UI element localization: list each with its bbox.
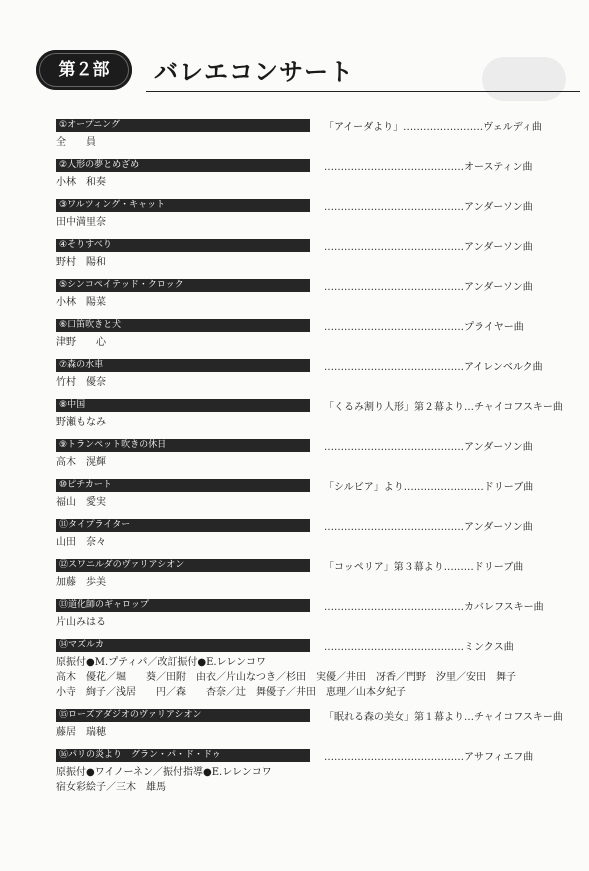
item-description: 「シルビア」より……………………ドリーブ曲: [324, 481, 534, 493]
title-underline: [146, 91, 580, 92]
program-item-header: [56, 278, 572, 292]
program-item-header: [56, 318, 572, 332]
program-item: [56, 198, 572, 238]
program-item-header: [56, 638, 572, 652]
performer-line: 野瀬もなみ: [56, 417, 106, 428]
item-title-bar: ⑫スワニルダのヴァリアシオン: [56, 559, 310, 572]
item-title-bar: ⑥口笛吹きと犬: [56, 319, 310, 332]
program-item: [56, 748, 572, 803]
program-item: [56, 638, 572, 708]
item-title-bar: ⑩ピチカート: [56, 479, 310, 492]
item-title-bar: ⑦森の水車: [56, 359, 310, 372]
program-item-header: [56, 598, 572, 612]
program-item-header: [56, 478, 572, 492]
item-description: 「アイーダより」……………………ヴェルディ曲: [324, 121, 542, 133]
program-item-header: [56, 358, 572, 372]
performer-line: 宿女彩絵子／三木 雄馬: [56, 782, 166, 793]
item-description: ……………………………………アンダーソン曲: [324, 521, 533, 533]
performer-line: 田中満里奈: [56, 217, 106, 228]
item-description: ……………………………………ミンクス曲: [324, 641, 514, 653]
item-description: ……………………………………アンダーソン曲: [324, 241, 533, 253]
program-item-header: [56, 518, 572, 532]
program-item: [56, 358, 572, 398]
item-description: 「くるみ割り人形」第２幕より…チャイコフスキー曲: [324, 401, 563, 413]
program-item: [56, 318, 572, 358]
item-title-bar: ⑤シンコペイテッド・クロック: [56, 279, 310, 292]
item-description: ……………………………………オースティン曲: [324, 161, 533, 173]
performer-line: 小林 和奏: [56, 177, 106, 188]
performer-line: 加藤 歩美: [56, 577, 106, 588]
section-badge: 第２部: [36, 50, 132, 90]
item-description: ……………………………………アンダーソン曲: [324, 201, 533, 213]
item-title-bar: ⑧中国: [56, 399, 310, 412]
program-item-header: [56, 238, 572, 252]
program-item-header: [56, 748, 572, 762]
item-title-bar: ⑨トランペット吹きの休日: [56, 439, 310, 452]
item-description: ……………………………………プライヤー曲: [324, 321, 524, 333]
program-item: [56, 238, 572, 278]
item-description: ……………………………………アイレンベルク曲: [324, 361, 543, 373]
performer-line: 山田 奈々: [56, 537, 106, 548]
performer-line: 野村 陽和: [56, 257, 106, 268]
performer-line: 小寺 絢子／浅居 円／森 杏奈／辻 舞優子／井田 恵理／山本夕紀子: [56, 687, 406, 698]
program-item: [56, 478, 572, 518]
performer-line: 高木 滉輝: [56, 457, 106, 468]
page-title: バレエコンサート: [154, 57, 354, 86]
program-item-header: [56, 438, 572, 452]
program-item-header: [56, 118, 572, 132]
program-item: [56, 558, 572, 598]
program-item: [56, 518, 572, 558]
performer-line: 津野 心: [56, 337, 106, 348]
item-title-bar: ⑭マズルカ: [56, 639, 310, 652]
item-description: ……………………………………アンダーソン曲: [324, 281, 533, 293]
performer-line: 藤居 瑞穂: [56, 727, 106, 738]
performer-line: 原振付●ワイノーネン／振付指導●E.レレンコワ: [56, 767, 272, 778]
item-title-bar: ②人形の夢とめざめ: [56, 159, 310, 172]
item-title-bar: ⑪タイプライター: [56, 519, 310, 532]
program-item: [56, 708, 572, 748]
program-item: [56, 398, 572, 438]
program-item-header: [56, 158, 572, 172]
performer-line: 小林 陽菜: [56, 297, 106, 308]
item-title-bar: ⑬道化師のギャロップ: [56, 599, 310, 612]
performer-line: 原振付●M.プティパ／改訂振付●E.レレンコワ: [56, 657, 267, 668]
performer-line: 竹村 優奈: [56, 377, 106, 388]
program-item: [56, 158, 572, 198]
program-item: [56, 438, 572, 478]
program-item-header: [56, 398, 572, 412]
item-description: 「眠れる森の美女」第１幕より…チャイコフスキー曲: [324, 711, 563, 723]
performer-line: 福山 愛実: [56, 497, 106, 508]
item-description: ……………………………………アサフィエフ曲: [324, 751, 534, 763]
performer-line: 全 員: [56, 137, 96, 148]
performer-line: 片山みはる: [56, 617, 106, 628]
program-item: [56, 598, 572, 638]
program-item-header: [56, 708, 572, 722]
item-title-bar: ④そりすべり: [56, 239, 310, 252]
item-title-bar: ③ワルツィング・キャット: [56, 199, 310, 212]
program-item: [56, 118, 572, 158]
section-header: [36, 46, 580, 94]
item-description: ……………………………………アンダーソン曲: [324, 441, 533, 453]
program-list: [56, 118, 572, 803]
program-item-header: [56, 198, 572, 212]
item-title-bar: ①オープニング: [56, 119, 310, 132]
item-description: ……………………………………カバレフスキー曲: [324, 601, 544, 613]
performer-line: 高木 優花／堀 葵／田附 由衣／片山なつき／杉田 実優／井田 冴香／門野 汐里／安田 舞子: [56, 672, 516, 683]
program-item: [56, 278, 572, 318]
item-title-bar: ⑮ローズアダジオのヴァリアシオン: [56, 709, 310, 722]
program-item-header: [56, 558, 572, 572]
item-description: 「コッペリア」第３幕より………ドリーブ曲: [324, 561, 524, 573]
item-title-bar: ⑯パリの炎より グラン・パ・ド・ドゥ: [56, 749, 310, 762]
